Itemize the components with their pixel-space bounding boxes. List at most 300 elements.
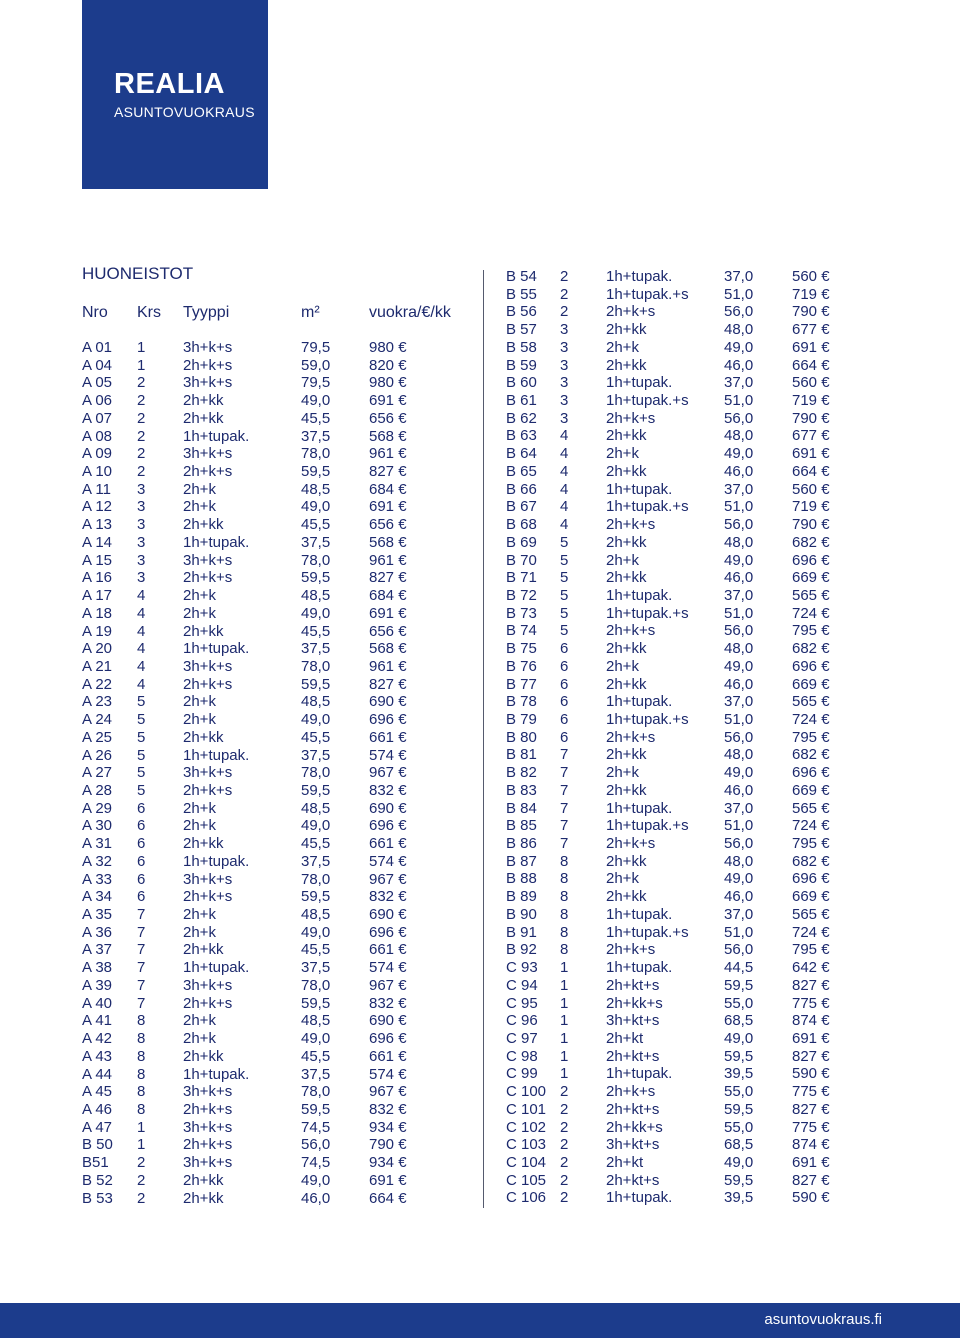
cell-m2: 37,5 <box>301 533 331 551</box>
cell-tyyppi: 2h+kt+s <box>606 1100 660 1118</box>
cell-tyyppi: 2h+kk <box>606 675 647 693</box>
cell-vuokra: 980 € <box>369 374 407 392</box>
cell-krs: 8 <box>137 1012 146 1030</box>
cell-m2: 49,0 <box>301 817 331 835</box>
cell-tyyppi: 1h+tupak. <box>606 586 673 604</box>
cell-tyyppi: 2h+kk <box>606 462 647 480</box>
cell-vuokra: 691 € <box>792 338 830 356</box>
cell-nro: C 100 <box>506 1083 547 1101</box>
cell-nro: A 04 <box>82 356 113 374</box>
cell-nro: B 65 <box>506 462 537 480</box>
cell-krs: 2 <box>560 1154 569 1171</box>
cell-krs: 3 <box>137 480 146 498</box>
cell-tyyppi: 1h+tupak.+s <box>606 711 689 728</box>
cell-vuokra: 874 € <box>792 1136 830 1154</box>
cell-tyyppi: 2h+kk <box>183 409 224 427</box>
cell-tyyppi: 2h+kk <box>606 569 647 587</box>
cell-m2: 46,0 <box>724 462 754 480</box>
cell-nro: A 18 <box>82 604 113 622</box>
cell-krs: 8 <box>137 1083 146 1101</box>
cell-m2: 37,5 <box>301 427 331 445</box>
cell-nro: B 76 <box>506 657 537 675</box>
cell-vuokra: 934 € <box>369 1154 407 1172</box>
cell-nro: A 39 <box>82 976 113 994</box>
cell-m2: 55,0 <box>724 994 754 1012</box>
cell-vuokra: 690 € <box>369 1012 407 1030</box>
cell-m2: 51,0 <box>724 498 754 516</box>
cell-m2: 48,5 <box>301 693 331 711</box>
cell-krs: 4 <box>137 604 146 622</box>
cell-nro: A 47 <box>82 1118 113 1136</box>
cell-vuokra: 691 € <box>792 445 830 463</box>
cell-tyyppi: 2h+kt+s <box>606 976 660 994</box>
cell-krs: 8 <box>560 941 569 959</box>
cell-krs: 3 <box>560 356 569 374</box>
cell-m2: 46,0 <box>724 569 754 587</box>
cell-nro: A 25 <box>82 728 113 746</box>
cell-tyyppi: 2h+k <box>183 1030 216 1048</box>
cell-tyyppi: 2h+kk <box>183 728 224 746</box>
cell-krs: 7 <box>560 835 569 853</box>
cell-nro: A 28 <box>82 782 113 799</box>
cell-krs: 2 <box>560 1100 569 1118</box>
col-header-vuokra: vuokra/€/kk <box>369 304 451 321</box>
cell-vuokra: 560 € <box>792 374 830 392</box>
cell-m2: 49,0 <box>301 392 331 410</box>
cell-m2: 78,0 <box>301 1083 331 1101</box>
cell-nro: B 88 <box>506 870 537 888</box>
cell-nro: B 57 <box>506 321 537 339</box>
cell-m2: 48,0 <box>724 427 754 445</box>
cell-vuokra: 827 € <box>792 976 830 994</box>
cell-tyyppi: 2h+k <box>183 923 216 941</box>
cell-tyyppi: 1h+tupak. <box>183 959 250 977</box>
cell-krs: 4 <box>560 462 569 480</box>
cell-nro: C 95 <box>506 994 538 1012</box>
cell-krs: 1 <box>560 959 569 977</box>
cell-m2: 74,5 <box>301 1118 331 1136</box>
cell-krs: 2 <box>560 268 569 285</box>
cell-nro: B 60 <box>506 374 537 392</box>
cell-tyyppi: 1h+tupak. <box>183 852 250 870</box>
cell-nro: A 10 <box>82 463 113 481</box>
cell-vuokra: 568 € <box>369 427 407 445</box>
cell-tyyppi: 2h+k+s <box>606 835 656 853</box>
cell-tyyppi: 2h+kk <box>606 356 647 374</box>
cell-nro: B 91 <box>506 923 537 941</box>
cell-vuokra: 696 € <box>792 551 830 569</box>
cell-vuokra: 696 € <box>369 817 407 835</box>
cell-vuokra: 691 € <box>369 1171 407 1189</box>
cell-tyyppi: 2h+k+s <box>606 941 656 959</box>
cell-vuokra: 664 € <box>369 1189 407 1207</box>
cell-m2: 51,0 <box>724 392 754 410</box>
col-header-tyyppi: Tyyppi <box>183 304 230 321</box>
cell-nro: A 12 <box>82 498 113 516</box>
cell-tyyppi: 2h+k <box>183 604 216 622</box>
cell-vuokra: 661 € <box>369 1047 407 1065</box>
cell-vuokra: 669 € <box>792 675 830 693</box>
section-title: HUONEISTOT <box>82 264 194 283</box>
cell-tyyppi: 2h+k+s <box>606 1083 656 1101</box>
cell-vuokra: 961 € <box>369 445 407 463</box>
cell-krs: 7 <box>137 959 146 977</box>
cell-krs: 6 <box>137 888 146 906</box>
cell-vuokra: 656 € <box>369 409 407 427</box>
cell-m2: 49,0 <box>301 1171 331 1189</box>
cell-m2: 49,0 <box>301 923 331 941</box>
cell-nro: B 55 <box>506 285 537 303</box>
cell-nro: A 11 <box>82 480 111 498</box>
cell-vuokra: 775 € <box>792 994 830 1012</box>
cell-krs: 2 <box>137 463 146 481</box>
cell-m2: 59,5 <box>301 463 331 481</box>
cell-vuokra: 642 € <box>792 959 830 977</box>
cell-krs: 2 <box>137 392 146 410</box>
cell-m2: 51,0 <box>724 285 754 303</box>
cell-vuokra: 719 € <box>792 392 830 410</box>
cell-m2: 49,0 <box>301 604 331 622</box>
cell-m2: 51,0 <box>724 711 754 728</box>
cell-nro: B 70 <box>506 551 537 569</box>
cell-tyyppi: 3h+k+s <box>183 870 233 888</box>
cell-nro: C 105 <box>506 1171 547 1189</box>
cell-m2: 49,0 <box>724 1029 754 1047</box>
cell-nro: A 31 <box>82 835 113 853</box>
cell-tyyppi: 2h+kt <box>606 1029 644 1047</box>
cell-tyyppi: 3h+k+s <box>183 976 233 994</box>
cell-nro: B 73 <box>506 604 537 622</box>
cell-tyyppi: 2h+kk <box>183 941 224 959</box>
cell-m2: 56,0 <box>724 409 754 427</box>
cell-tyyppi: 1h+tupak.+s <box>606 498 689 516</box>
cell-tyyppi: 2h+k <box>183 1012 216 1030</box>
cell-krs: 5 <box>560 586 569 604</box>
cell-nro: B 80 <box>506 728 537 746</box>
cell-m2: 46,0 <box>724 356 754 374</box>
cell-krs: 4 <box>137 640 146 658</box>
cell-nro: A 38 <box>82 959 113 977</box>
cell-tyyppi: 2h+kk <box>183 1171 224 1189</box>
cell-m2: 68,5 <box>724 1136 754 1154</box>
cell-krs: 6 <box>137 835 146 853</box>
cell-vuokra: 832 € <box>369 1100 407 1118</box>
cell-tyyppi: 2h+kk <box>183 1047 224 1065</box>
cell-tyyppi: 1h+tupak. <box>183 746 250 764</box>
cell-nro: A 41 <box>82 1012 113 1030</box>
cell-m2: 46,0 <box>301 1189 331 1207</box>
cell-m2: 45,5 <box>301 728 331 746</box>
cell-vuokra: 820 € <box>369 356 407 374</box>
cell-vuokra: 790 € <box>792 303 830 321</box>
cell-nro: A 44 <box>82 1065 113 1083</box>
cell-nro: B 71 <box>506 569 537 587</box>
cell-m2: 59,5 <box>301 569 331 587</box>
cell-m2: 45,5 <box>301 1047 331 1065</box>
cell-tyyppi: 2h+k <box>183 799 216 817</box>
cell-vuokra: 656 € <box>369 622 407 640</box>
cell-krs: 2 <box>560 1189 569 1207</box>
cell-m2: 37,0 <box>724 905 754 923</box>
cell-vuokra: 669 € <box>792 781 830 799</box>
cell-krs: 2 <box>137 1189 146 1207</box>
cell-tyyppi: 2h+k <box>606 551 639 569</box>
cell-m2: 55,0 <box>724 1083 754 1101</box>
cell-vuokra: 961 € <box>369 551 407 569</box>
cell-krs: 8 <box>560 888 569 906</box>
cell-krs: 7 <box>137 906 146 924</box>
cell-m2: 39,5 <box>724 1065 754 1083</box>
cell-vuokra: 565 € <box>792 693 830 711</box>
cell-nro: A 21 <box>82 657 113 675</box>
cell-vuokra: 696 € <box>369 923 407 941</box>
cell-tyyppi: 3h+kt+s <box>606 1136 660 1154</box>
cell-tyyppi: 2h+k <box>183 693 216 711</box>
cell-krs: 5 <box>137 782 146 799</box>
cell-tyyppi: 2h+k+s <box>606 728 656 746</box>
cell-vuokra: 696 € <box>369 711 407 729</box>
cell-vuokra: 827 € <box>369 463 407 481</box>
cell-vuokra: 677 € <box>792 427 830 445</box>
cell-m2: 55,0 <box>724 1118 754 1136</box>
cell-krs: 1 <box>560 1065 569 1083</box>
cell-krs: 4 <box>560 498 569 516</box>
cell-tyyppi: 2h+kk <box>606 852 647 870</box>
cell-m2: 78,0 <box>301 445 331 463</box>
cell-nro: B 54 <box>506 268 537 285</box>
cell-nro: B 87 <box>506 852 537 870</box>
cell-vuokra: 790 € <box>369 1136 407 1154</box>
cell-tyyppi: 1h+tupak.+s <box>606 604 689 622</box>
cell-tyyppi: 1h+tupak. <box>183 533 250 551</box>
cell-vuokra: 568 € <box>369 533 407 551</box>
cell-nro: B51 <box>82 1154 109 1172</box>
cell-vuokra: 696 € <box>792 764 830 782</box>
cell-krs: 8 <box>560 905 569 923</box>
cell-vuokra: 790 € <box>792 516 830 534</box>
cell-nro: A 17 <box>82 587 113 605</box>
cell-nro: A 30 <box>82 817 113 835</box>
cell-krs: 4 <box>560 445 569 463</box>
cell-nro: B 56 <box>506 303 537 321</box>
cell-m2: 48,0 <box>724 746 754 764</box>
cell-m2: 37,0 <box>724 268 754 285</box>
cell-krs: 2 <box>560 1171 569 1189</box>
cell-krs: 5 <box>137 764 146 782</box>
cell-vuokra: 775 € <box>792 1118 830 1136</box>
cell-krs: 8 <box>137 1100 146 1118</box>
cell-tyyppi: 2h+k+s <box>183 675 233 693</box>
cell-m2: 45,5 <box>301 941 331 959</box>
cell-krs: 7 <box>560 746 569 764</box>
cell-krs: 6 <box>137 852 146 870</box>
cell-tyyppi: 2h+k+s <box>606 409 656 427</box>
cell-tyyppi: 2h+k+s <box>606 303 656 321</box>
cell-krs: 3 <box>137 569 146 587</box>
cell-tyyppi: 2h+k+s <box>183 1100 233 1118</box>
cell-vuokra: 565 € <box>792 905 830 923</box>
cell-m2: 49,0 <box>301 498 331 516</box>
cell-vuokra: 691 € <box>369 604 407 622</box>
cell-vuokra: 691 € <box>369 498 407 516</box>
cell-tyyppi: 2h+k+s <box>606 622 656 640</box>
cell-krs: 2 <box>137 445 146 463</box>
cell-krs: 3 <box>560 338 569 356</box>
logo-subtitle: ASUNTOVUOKRAUS <box>114 104 255 120</box>
cell-vuokra: 691 € <box>792 1029 830 1047</box>
cell-krs: 4 <box>137 675 146 693</box>
cell-m2: 74,5 <box>301 1154 331 1172</box>
cell-m2: 59,0 <box>301 356 331 374</box>
cell-nro: A 43 <box>82 1047 113 1065</box>
cell-krs: 5 <box>560 551 569 569</box>
cell-krs: 7 <box>560 764 569 782</box>
cell-m2: 49,0 <box>301 1030 331 1048</box>
cell-nro: B 52 <box>82 1171 113 1189</box>
cell-krs: 6 <box>560 693 569 711</box>
cell-tyyppi: 2h+kk <box>606 888 647 906</box>
cell-tyyppi: 3h+k+s <box>183 657 233 675</box>
cell-krs: 4 <box>137 587 146 605</box>
cell-tyyppi: 2h+kk <box>606 533 647 551</box>
cell-tyyppi: 2h+kk <box>183 392 224 410</box>
column-divider <box>483 270 484 1208</box>
cell-vuokra: 724 € <box>792 711 830 728</box>
cell-m2: 78,0 <box>301 764 331 782</box>
cell-vuokra: 565 € <box>792 586 830 604</box>
cell-tyyppi: 2h+kk <box>183 516 224 534</box>
cell-m2: 37,0 <box>724 799 754 817</box>
cell-nro: B 69 <box>506 533 537 551</box>
cell-krs: 6 <box>560 675 569 693</box>
cell-vuokra: 684 € <box>369 587 407 605</box>
cell-krs: 8 <box>560 923 569 941</box>
cell-m2: 49,0 <box>724 870 754 888</box>
cell-krs: 5 <box>137 711 146 729</box>
cell-krs: 4 <box>137 657 146 675</box>
cell-vuokra: 832 € <box>369 994 407 1012</box>
cell-vuokra: 967 € <box>369 870 407 888</box>
cell-tyyppi: 1h+tupak.+s <box>606 923 689 941</box>
cell-m2: 68,5 <box>724 1012 754 1030</box>
cell-nro: A 08 <box>82 427 113 445</box>
cell-nro: A 15 <box>82 551 113 569</box>
cell-tyyppi: 2h+kk <box>183 1189 224 1207</box>
cell-m2: 59,5 <box>724 1171 754 1189</box>
cell-krs: 5 <box>560 533 569 551</box>
cell-krs: 7 <box>560 781 569 799</box>
cell-nro: A 35 <box>82 906 113 924</box>
cell-m2: 56,0 <box>724 622 754 640</box>
cell-vuokra: 684 € <box>369 480 407 498</box>
cell-nro: A 46 <box>82 1100 113 1118</box>
cell-nro: A 42 <box>82 1030 113 1048</box>
cell-tyyppi: 2h+kt <box>606 1154 644 1171</box>
cell-m2: 46,0 <box>724 888 754 906</box>
cell-nro: A 29 <box>82 799 113 817</box>
cell-m2: 48,0 <box>724 533 754 551</box>
cell-vuokra: 795 € <box>792 622 830 640</box>
cell-nro: C 97 <box>506 1029 538 1047</box>
cell-nro: B 86 <box>506 835 537 853</box>
cell-nro: A 36 <box>82 923 113 941</box>
cell-m2: 51,0 <box>724 817 754 835</box>
cell-m2: 45,5 <box>301 622 331 640</box>
cell-m2: 45,5 <box>301 835 331 853</box>
cell-vuokra: 590 € <box>792 1065 830 1083</box>
cell-krs: 1 <box>137 356 146 374</box>
cell-vuokra: 682 € <box>792 746 830 764</box>
cell-krs: 2 <box>560 303 569 321</box>
cell-nro: C 104 <box>506 1154 547 1171</box>
cell-krs: 6 <box>560 640 569 658</box>
cell-nro: C 98 <box>506 1047 538 1065</box>
cell-vuokra: 682 € <box>792 640 830 658</box>
cell-krs: 7 <box>137 941 146 959</box>
cell-m2: 48,5 <box>301 906 331 924</box>
cell-tyyppi: 2h+kk <box>183 622 224 640</box>
cell-krs: 7 <box>137 923 146 941</box>
cell-tyyppi: 3h+k+s <box>183 551 233 569</box>
cell-nro: B 84 <box>506 799 537 817</box>
cell-vuokra: 696 € <box>792 870 830 888</box>
cell-krs: 4 <box>137 622 146 640</box>
cell-tyyppi: 2h+k <box>183 817 216 835</box>
cell-nro: B 66 <box>506 480 537 498</box>
cell-krs: 8 <box>137 1065 146 1083</box>
cell-tyyppi: 2h+k <box>183 480 216 498</box>
cell-krs: 5 <box>560 604 569 622</box>
cell-tyyppi: 2h+k <box>183 906 216 924</box>
cell-krs: 8 <box>137 1030 146 1048</box>
cell-m2: 59,5 <box>301 1100 331 1118</box>
cell-krs: 2 <box>137 409 146 427</box>
cell-vuokra: 874 € <box>792 1012 830 1030</box>
cell-vuokra: 661 € <box>369 941 407 959</box>
cell-m2: 56,0 <box>301 1136 331 1154</box>
cell-m2: 78,0 <box>301 551 331 569</box>
cell-m2: 48,0 <box>724 321 754 339</box>
cell-krs: 3 <box>560 374 569 392</box>
cell-nro: B 63 <box>506 427 537 445</box>
cell-vuokra: 696 € <box>792 657 830 675</box>
cell-m2: 37,5 <box>301 1065 331 1083</box>
cell-vuokra: 724 € <box>792 817 830 835</box>
cell-krs: 1 <box>560 1029 569 1047</box>
cell-m2: 44,5 <box>724 959 754 977</box>
cell-vuokra: 827 € <box>792 1047 830 1065</box>
cell-tyyppi: 2h+kt+s <box>606 1171 660 1189</box>
cell-vuokra: 980 € <box>369 339 407 356</box>
cell-m2: 79,5 <box>301 374 331 392</box>
cell-krs: 4 <box>560 427 569 445</box>
cell-tyyppi: 2h+kk+s <box>606 1118 663 1136</box>
cell-nro: B 75 <box>506 640 537 658</box>
cell-m2: 51,0 <box>724 604 754 622</box>
cell-nro: A 33 <box>82 870 113 888</box>
cell-vuokra: 832 € <box>369 782 407 799</box>
cell-m2: 49,0 <box>724 338 754 356</box>
cell-tyyppi: 3h+k+s <box>183 764 233 782</box>
cell-vuokra: 691 € <box>792 1154 830 1171</box>
cell-krs: 3 <box>560 409 569 427</box>
cell-vuokra: 967 € <box>369 764 407 782</box>
cell-m2: 59,5 <box>724 976 754 994</box>
cell-vuokra: 795 € <box>792 728 830 746</box>
cell-tyyppi: 1h+tupak.+s <box>606 285 689 303</box>
cell-vuokra: 827 € <box>369 675 407 693</box>
cell-krs: 3 <box>560 392 569 410</box>
